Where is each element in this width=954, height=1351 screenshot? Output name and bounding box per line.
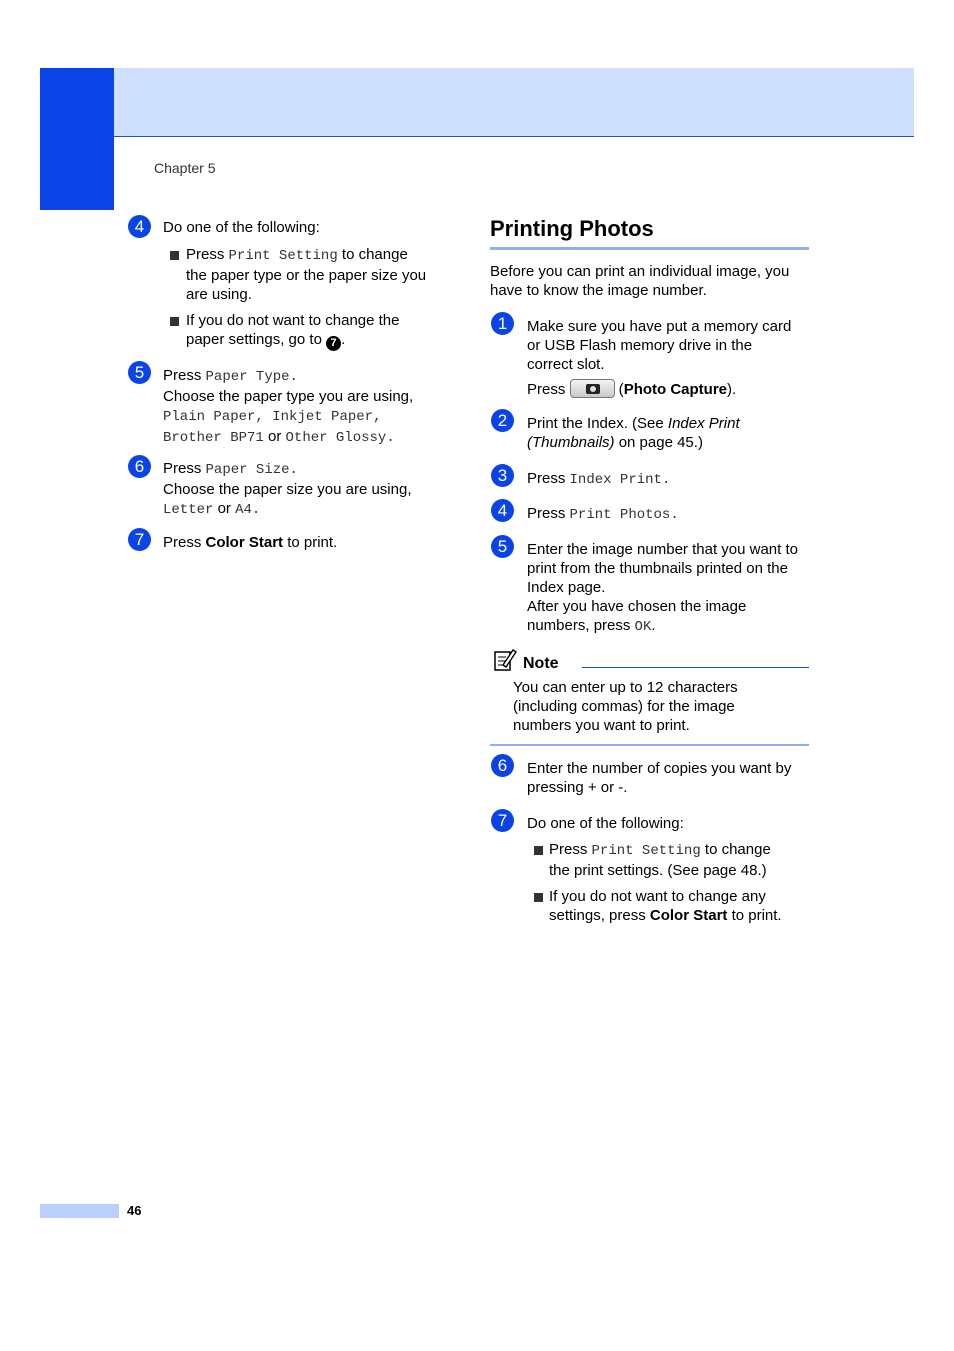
photo-capture-button-icon — [570, 379, 615, 398]
step-text: Make sure you have put a memory card or USB Flash memory drive in the correct slot. Press (Photo Capture). — [527, 318, 792, 398]
step-number-badge: 3 — [491, 464, 514, 487]
step-number-badge: 6 — [128, 455, 151, 478]
section-title: Printing Photos — [490, 216, 654, 241]
bullet-marker — [170, 317, 179, 326]
bullet-text: Press Print Setting to change the paper type or the paper size you are using. — [186, 246, 427, 303]
bullet-text: If you do not want to change the paper settings, go to 7 . — [186, 312, 400, 349]
step-text: Do one of the following: — [527, 815, 684, 832]
step-number-badge: 7 — [491, 809, 514, 832]
bullet-marker — [534, 893, 543, 902]
step-number-badge: 5 — [491, 535, 514, 558]
note-label: Note — [523, 655, 559, 672]
step-text: Press Paper Type. Choose the paper type you are using, Plain Paper, Inkjet Paper, Brother BP71 or Other Glossy. — [163, 367, 414, 446]
step-number-badge: 1 — [491, 312, 514, 335]
note-divider — [490, 744, 809, 746]
note-pencil-icon — [493, 648, 517, 672]
step-text: Press Paper Size. Choose the paper size you are using, Letter or A4. — [163, 460, 412, 518]
intro-paragraph: Before you can print an individual image, you have to know the image number. — [490, 263, 790, 299]
step-number-badge: 5 — [128, 361, 151, 384]
footer-bar — [40, 1204, 119, 1218]
chapter-label: Chapter 5 — [154, 160, 216, 176]
bullet-marker — [170, 251, 179, 260]
bullet-text: Press Print Setting to change the print settings. (See page 48.) — [549, 841, 771, 879]
page-number: 46 — [127, 1203, 142, 1218]
step-text: Press Color Start to print. — [163, 534, 338, 551]
title-underline — [490, 247, 809, 250]
step-number-badge: 7 — [128, 528, 151, 551]
step-text: Press Index Print. — [527, 470, 671, 488]
step-number-badge: 4 — [128, 215, 151, 238]
chapter-side-tab — [40, 68, 114, 210]
step-text: Enter the image number that you want to print from the thumbnails printed on the Index page. After you have chosen the image numbers, press OK. — [527, 541, 798, 635]
bullet-marker — [534, 846, 543, 855]
step-number-badge: 2 — [491, 409, 514, 432]
step-reference-icon: 7 — [326, 336, 341, 351]
note-text: You can enter up to 12 characters (including commas) for the image numbers you want to print. — [513, 679, 738, 734]
step-text: Press Print Photos. — [527, 505, 679, 523]
step-number-badge: 4 — [491, 499, 514, 522]
step-number-badge: 6 — [491, 754, 514, 777]
step-text: Enter the number of copies you want by pressing + or -. — [527, 760, 792, 796]
header-band — [40, 68, 914, 137]
step-text: Do one of the following: — [163, 219, 320, 236]
step-text: Print the Index. (See Index Print (Thumbnails) on page 45.) — [527, 415, 740, 451]
bullet-text: If you do not want to change any settings, press Color Start to print. — [549, 888, 782, 924]
note-divider — [582, 667, 809, 668]
